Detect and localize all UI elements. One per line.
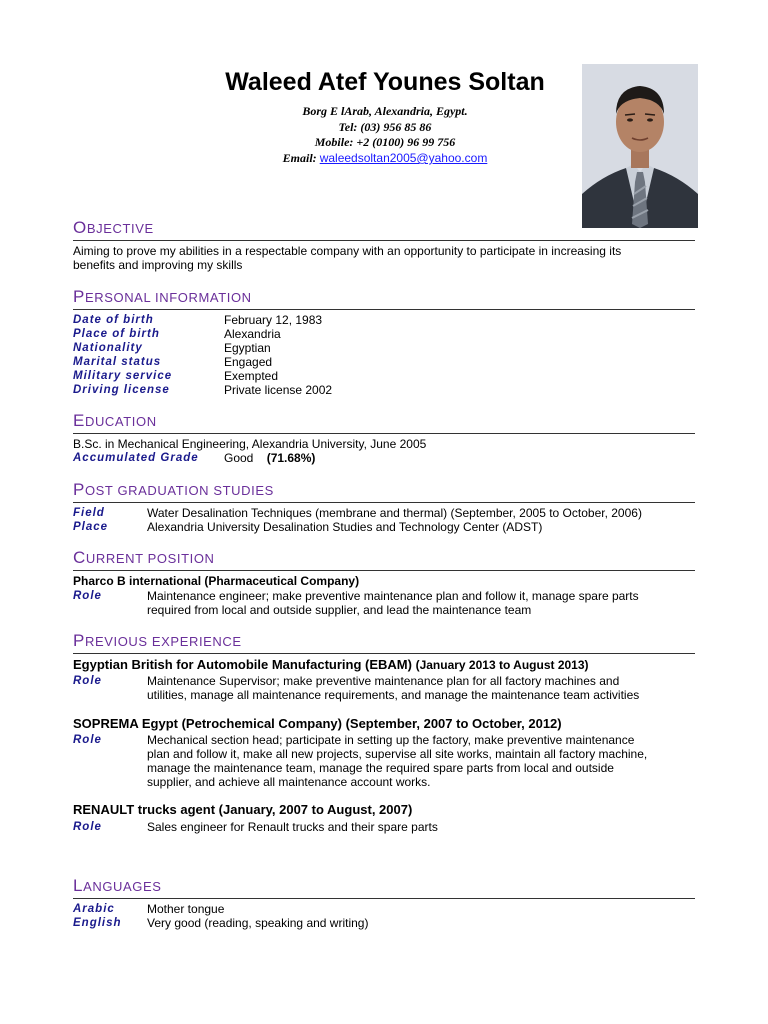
job-role xyxy=(147,733,697,789)
portrait-image xyxy=(582,64,698,228)
personal-label: Military service xyxy=(73,370,173,382)
personal-value: February 12, 1983 xyxy=(224,313,323,327)
telephone: Tel: (03) 956 85 86 xyxy=(338,120,432,134)
email-line xyxy=(180,151,590,166)
job-company-name: Egyptian British for Automobile Manufacturing (EBAM) xyxy=(73,657,412,672)
role-label: Role xyxy=(73,675,102,687)
section-languages xyxy=(73,876,695,899)
place-value: Alexandria University Desalination Studies and Technology Center (ADST) xyxy=(147,520,543,534)
personal-label: Date of birth xyxy=(73,314,154,326)
language-value: Mother tongue xyxy=(147,902,225,916)
role-label: Role xyxy=(73,734,102,746)
education-degree: B.Sc. in Mechanical Engineering, Alexandria University, June 2005 xyxy=(73,437,427,451)
section-education xyxy=(73,411,695,434)
section-title-postgrad: POST GRADUATION STUDIES xyxy=(73,480,274,499)
personal-label: Marital status xyxy=(73,356,162,368)
role-label: Role xyxy=(73,590,102,602)
job-company xyxy=(73,657,589,672)
job-role xyxy=(147,820,697,834)
role-line: utilities, manage all maintenance requirements, and manage the maintenance team activities xyxy=(147,688,640,702)
current-company: Pharco B international (Pharmaceutical Company) xyxy=(73,574,360,588)
personal-label: Nationality xyxy=(73,342,143,354)
job-company: RENAULT trucks agent (January, 2007 to August, 2007) xyxy=(73,802,413,817)
section-title-previous: PREVIOUS EXPERIENCE xyxy=(73,631,242,650)
job-company: SOPREMA Egypt (Petrochemical Company) (September, 2007 to October, 2012) xyxy=(73,716,562,731)
field-label: Field xyxy=(73,507,105,519)
objective-line-2: benefits and improving my skills xyxy=(73,258,243,272)
language-label: English xyxy=(73,917,122,929)
section-title-languages: LANGUAGES xyxy=(73,876,162,895)
role-line: manage the maintenance team, manage the required spare parts from local and outside xyxy=(147,761,614,775)
role-line: Mechanical section head; participate in setting up the factory, make preventive maintenance xyxy=(147,733,635,747)
role-line: Sales engineer for Renault trucks and their spare parts xyxy=(147,820,438,834)
grade-word: Good xyxy=(224,451,254,465)
role-line: Maintenance engineer; make preventive maintenance plan and follow it, manage spare parts xyxy=(147,589,639,603)
section-title-current: CURRENT POSITION xyxy=(73,548,215,567)
section-objective xyxy=(73,218,695,241)
role-line: Maintenance Supervisor; make preventive maintenance plan for all factory machines and xyxy=(147,674,620,688)
grade-value xyxy=(224,451,315,465)
personal-value: Exempted xyxy=(224,369,279,383)
address: Borg E lArab, Alexandria, Egypt. xyxy=(302,104,468,118)
grade-label: Accumulated Grade xyxy=(73,452,199,464)
grade-percent: (71.68%) xyxy=(266,451,316,465)
section-postgrad xyxy=(73,480,695,503)
job-role xyxy=(147,674,697,702)
personal-value: Alexandria xyxy=(224,327,281,341)
section-title-personal: PERSONAL INFORMATION xyxy=(73,287,252,306)
job-period: (January 2013 to August 2013) xyxy=(415,658,589,672)
personal-value: Engaged xyxy=(224,355,273,369)
mobile: Mobile: +2 (0100) 96 99 756 xyxy=(314,135,456,149)
role-line: plan and follow it, make all new projects, supervise all site works, maintain all factory machine, xyxy=(147,747,648,761)
section-current xyxy=(73,548,695,571)
section-previous xyxy=(73,631,695,654)
field-value: Water Desalination Techniques (membrane and thermal) (September, 2005 to October, 2006) xyxy=(147,506,642,520)
section-personal xyxy=(73,287,695,310)
section-title-objective: OBJECTIVE xyxy=(73,218,154,237)
language-label: Arabic xyxy=(73,903,115,915)
email-label: Email: xyxy=(282,151,317,165)
role-label: Role xyxy=(73,821,102,833)
objective-line-1: Aiming to prove my abilities in a respectable company with an opportunity to participate in increasing its xyxy=(73,244,622,258)
personal-value: Private license 2002 xyxy=(224,383,333,397)
personal-value: Egyptian xyxy=(224,341,271,355)
role-line: required from local and outside supplier, and lead the maintenance team xyxy=(147,603,532,617)
section-title-education: EDUCATION xyxy=(73,411,157,430)
personal-label: Place of birth xyxy=(73,328,160,340)
email-link[interactable]: waleedsoltan2005@yahoo.com xyxy=(319,151,488,165)
place-label: Place xyxy=(73,521,109,533)
profile-photo xyxy=(582,64,698,228)
language-value: Very good (reading, speaking and writing) xyxy=(147,916,369,930)
role-line: supplier, and achieve all maintenance account works. xyxy=(147,775,431,789)
personal-label: Driving license xyxy=(73,384,170,396)
candidate-name: Waleed Atef Younes Soltan xyxy=(225,68,545,96)
current-role xyxy=(147,589,697,617)
